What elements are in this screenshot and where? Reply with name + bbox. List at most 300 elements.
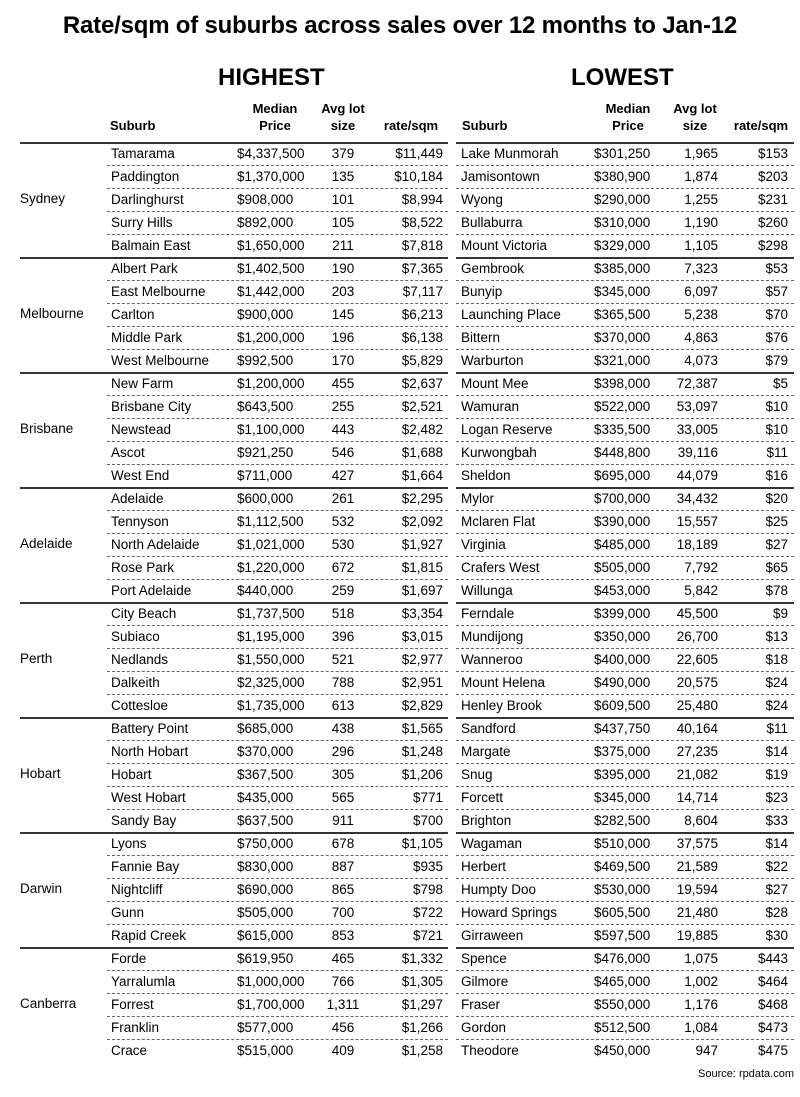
lowest-header-median-price: Median Price [605, 101, 651, 133]
highest-table-row [107, 166, 448, 189]
lowest-cell-avg-lot-size: 15,557 [676, 514, 718, 529]
lowest-section-title: LOWEST [571, 64, 674, 91]
lowest-cell-rate-sqm: $20 [765, 491, 788, 506]
lowest-cell-rate-sqm: $65 [765, 560, 788, 575]
lowest-cell-suburb: Warburton [461, 353, 524, 368]
highest-cell-avg-lot-size: 700 [331, 905, 355, 920]
lowest-table-row [456, 281, 794, 304]
highest-cell-suburb: Tennyson [111, 514, 169, 529]
highest-cell-rate-sqm: $7,117 [402, 284, 443, 299]
highest-cell-rate-sqm: $1,927 [401, 537, 443, 552]
highest-cell-rate-sqm: $1,266 [401, 1020, 443, 1035]
highest-table-row [107, 1017, 448, 1040]
highest-cell-avg-lot-size: 305 [331, 767, 355, 782]
highest-cell-avg-lot-size: 853 [331, 928, 355, 943]
lowest-cell-rate-sqm: $25 [765, 514, 788, 529]
highest-cell-median-price: $440,000 [237, 583, 294, 598]
lowest-cell-avg-lot-size: 1,874 [684, 169, 718, 184]
lowest-cell-suburb: Bullaburra [461, 215, 523, 230]
lowest-cell-suburb: Bunyip [461, 284, 503, 299]
lowest-cell-suburb: Mount Helena [461, 675, 546, 690]
lowest-cell-avg-lot-size: 18,189 [676, 537, 718, 552]
lowest-cell-rate-sqm: $231 [757, 192, 788, 207]
highest-cell-median-price: $515,000 [237, 1043, 294, 1058]
highest-section-title: HIGHEST [218, 64, 325, 91]
city-name: Perth [20, 650, 53, 666]
highest-cell-median-price: $643,500 [237, 399, 294, 414]
lowest-cell-rate-sqm: $70 [765, 307, 788, 322]
lowest-cell-median-price: $700,000 [594, 491, 651, 506]
lowest-cell-suburb: Margate [461, 744, 511, 759]
highest-cell-avg-lot-size: 196 [331, 330, 355, 345]
highest-cell-rate-sqm: $2,092 [401, 514, 443, 529]
highest-cell-avg-lot-size: 456 [331, 1020, 355, 1035]
lowest-cell-rate-sqm: $13 [765, 629, 788, 644]
highest-cell-median-price: $637,500 [237, 813, 294, 828]
highest-cell-avg-lot-size: 1,311 [326, 997, 360, 1012]
highest-cell-rate-sqm: $771 [412, 790, 443, 805]
lowest-cell-median-price: $375,000 [594, 744, 651, 759]
lowest-cell-avg-lot-size: 947 [695, 1043, 718, 1058]
lowest-table-row [456, 465, 794, 488]
highest-cell-median-price: $1,550,000 [237, 652, 305, 667]
highest-cell-rate-sqm: $1,105 [401, 836, 443, 851]
lowest-cell-rate-sqm: $475 [757, 1043, 788, 1058]
lowest-table-row [456, 971, 794, 994]
highest-table-row [107, 672, 448, 695]
lowest-cell-median-price: $321,000 [594, 353, 651, 368]
highest-cell-median-price: $1,200,000 [237, 376, 305, 391]
lowest-table-row [456, 166, 794, 189]
lowest-table-row [456, 419, 794, 442]
highest-cell-rate-sqm: $2,295 [401, 491, 443, 506]
lowest-cell-rate-sqm: $153 [757, 146, 788, 161]
lowest-table-row [456, 511, 794, 534]
lowest-table-row [456, 189, 794, 212]
highest-cell-median-price: $505,000 [237, 905, 294, 920]
highest-cell-avg-lot-size: 438 [331, 721, 355, 736]
lowest-table-row [456, 833, 794, 856]
highest-table-row [107, 304, 448, 327]
highest-cell-suburb: Surry Hills [111, 215, 173, 230]
highest-cell-avg-lot-size: 259 [331, 583, 355, 598]
lowest-cell-rate-sqm: $11 [766, 721, 788, 736]
lowest-cell-suburb: Wagaman [461, 836, 523, 851]
highest-cell-suburb: Port Adelaide [111, 583, 192, 598]
highest-cell-suburb: Lyons [111, 836, 147, 851]
lowest-table-row [456, 1040, 794, 1063]
lowest-cell-rate-sqm: $23 [765, 790, 788, 805]
highest-cell-avg-lot-size: 203 [331, 284, 355, 299]
highest-cell-rate-sqm: $1,815 [401, 560, 443, 575]
highest-cell-avg-lot-size: 443 [331, 422, 355, 437]
lowest-cell-avg-lot-size: 25,480 [676, 698, 718, 713]
highest-table-row [107, 396, 448, 419]
highest-cell-suburb: Hobart [111, 767, 152, 782]
highest-cell-suburb: Gunn [111, 905, 145, 920]
lowest-cell-median-price: $550,000 [594, 997, 651, 1012]
highest-table-row [107, 925, 448, 948]
lowest-cell-median-price: $290,000 [594, 192, 651, 207]
lowest-cell-suburb: Mclaren Flat [461, 514, 536, 529]
lowest-cell-suburb: Launching Place [461, 307, 561, 322]
highest-table-row [107, 603, 448, 626]
lowest-table-row [456, 373, 794, 396]
city-name: Adelaide [20, 535, 73, 551]
lowest-cell-median-price: $695,000 [594, 468, 651, 483]
highest-cell-median-price: $750,000 [237, 836, 294, 851]
highest-cell-median-price: $690,000 [237, 882, 294, 897]
highest-cell-avg-lot-size: 532 [331, 514, 355, 529]
highest-cell-avg-lot-size: 409 [331, 1043, 355, 1058]
lowest-table-row [456, 350, 794, 373]
lowest-table-row [456, 258, 794, 281]
lowest-table-row [456, 442, 794, 465]
highest-cell-avg-lot-size: 530 [331, 537, 355, 552]
highest-cell-avg-lot-size: 261 [331, 491, 355, 506]
highest-table-row [107, 741, 448, 764]
lowest-cell-median-price: $605,500 [594, 905, 651, 920]
lowest-cell-avg-lot-size: 1,255 [684, 192, 718, 207]
lowest-cell-suburb: Theodore [461, 1043, 519, 1058]
lowest-cell-suburb: Gembrook [461, 261, 525, 276]
lowest-cell-avg-lot-size: 4,073 [684, 353, 718, 368]
lowest-cell-median-price: $490,000 [594, 675, 651, 690]
lowest-cell-suburb: Gordon [461, 1020, 507, 1035]
highest-cell-suburb: Albert Park [111, 261, 178, 276]
lowest-cell-median-price: $609,500 [594, 698, 651, 713]
highest-cell-rate-sqm: $1,305 [401, 974, 443, 989]
highest-cell-suburb: Paddington [111, 169, 180, 184]
lowest-cell-rate-sqm: $298 [757, 238, 788, 253]
lowest-cell-median-price: $390,000 [594, 514, 651, 529]
highest-cell-suburb: Rose Park [111, 560, 175, 575]
lowest-cell-rate-sqm: $30 [765, 928, 788, 943]
lowest-cell-median-price: $310,000 [594, 215, 651, 230]
lowest-cell-suburb: Willunga [461, 583, 513, 598]
city-name: Canberra [20, 995, 77, 1011]
lowest-cell-avg-lot-size: 8,604 [684, 813, 718, 828]
lowest-cell-rate-sqm: $76 [765, 330, 788, 345]
lowest-cell-median-price: $530,000 [594, 882, 651, 897]
highest-cell-median-price: $1,220,000 [237, 560, 305, 575]
lowest-cell-avg-lot-size: 1,002 [684, 974, 718, 989]
highest-cell-suburb: West Melbourne [111, 353, 210, 368]
lowest-table-row [456, 396, 794, 419]
highest-cell-avg-lot-size: 211 [332, 238, 354, 253]
highest-table-row [107, 281, 448, 304]
lowest-cell-median-price: $329,000 [594, 238, 651, 253]
highest-cell-suburb: Tamarama [111, 146, 175, 161]
highest-table-row [107, 465, 448, 488]
highest-cell-avg-lot-size: 135 [331, 169, 355, 184]
highest-cell-avg-lot-size: 865 [331, 882, 355, 897]
highest-cell-suburb: City Beach [111, 606, 177, 621]
highest-table-row [107, 350, 448, 373]
highest-cell-avg-lot-size: 105 [331, 215, 355, 230]
lowest-cell-avg-lot-size: 1,075 [684, 951, 718, 966]
highest-cell-suburb: Forrest [111, 997, 154, 1012]
highest-cell-rate-sqm: $6,138 [401, 330, 443, 345]
lowest-cell-rate-sqm: $11 [766, 445, 788, 460]
page-title: Rate/sqm of suburbs across sales over 12 months to Jan-12 [62, 12, 738, 39]
source-note: Source: rpdata.com [698, 1068, 794, 1080]
highest-cell-suburb: Sandy Bay [111, 813, 177, 828]
highest-cell-median-price: $830,000 [237, 859, 294, 874]
highest-cell-suburb: Cottesloe [111, 698, 169, 713]
highest-cell-suburb: West Hobart [111, 790, 186, 805]
highest-cell-avg-lot-size: 613 [331, 698, 355, 713]
highest-cell-rate-sqm: $721 [412, 928, 443, 943]
lowest-cell-avg-lot-size: 7,323 [684, 261, 718, 276]
lowest-cell-avg-lot-size: 19,885 [676, 928, 718, 943]
lowest-cell-suburb: Humpty Doo [461, 882, 537, 897]
highest-cell-median-price: $685,000 [237, 721, 294, 736]
lowest-cell-suburb: Kurwongbah [461, 445, 537, 460]
highest-cell-suburb: Battery Point [111, 721, 189, 736]
lowest-cell-avg-lot-size: 5,238 [684, 307, 718, 322]
highest-cell-rate-sqm: $6,213 [401, 307, 443, 322]
highest-table-row [107, 971, 448, 994]
lowest-cell-median-price: $282,500 [594, 813, 651, 828]
highest-table-row [107, 143, 448, 166]
highest-header-rate: rate/sqm [383, 118, 439, 133]
lowest-table-row [456, 994, 794, 1017]
lowest-table-row [456, 626, 794, 649]
highest-table-row [107, 856, 448, 879]
highest-cell-avg-lot-size: 190 [331, 261, 355, 276]
lowest-cell-rate-sqm: $33 [765, 813, 788, 828]
highest-table-row [107, 649, 448, 672]
highest-table-row [107, 879, 448, 902]
highest-cell-suburb: Nedlands [111, 652, 169, 667]
highest-cell-avg-lot-size: 170 [331, 353, 355, 368]
lowest-cell-median-price: $395,000 [594, 767, 651, 782]
lowest-table-row [456, 764, 794, 787]
highest-table-row [107, 764, 448, 787]
highest-cell-avg-lot-size: 678 [331, 836, 355, 851]
highest-cell-avg-lot-size: 296 [331, 744, 355, 759]
highest-cell-avg-lot-size: 565 [331, 790, 355, 805]
highest-cell-rate-sqm: $8,522 [401, 215, 443, 230]
highest-table-row [107, 580, 448, 603]
lowest-cell-median-price: $597,500 [594, 928, 651, 943]
highest-cell-median-price: $1,021,000 [237, 537, 305, 552]
lowest-cell-suburb: Wanneroo [461, 652, 523, 667]
highest-table-row [107, 442, 448, 465]
city-name: Brisbane [20, 420, 74, 436]
lowest-cell-suburb: Wamuran [461, 399, 520, 414]
lowest-cell-avg-lot-size: 19,594 [676, 882, 718, 897]
lowest-cell-median-price: $365,500 [594, 307, 651, 322]
highest-cell-avg-lot-size: 455 [331, 376, 355, 391]
lowest-cell-median-price: $476,000 [594, 951, 651, 966]
lowest-cell-median-price: $345,000 [594, 284, 651, 299]
highest-table-row [107, 189, 448, 212]
highest-table-row [107, 948, 448, 971]
highest-cell-median-price: $370,000 [237, 744, 294, 759]
highest-cell-suburb: Rapid Creek [111, 928, 187, 943]
lowest-cell-avg-lot-size: 53,097 [676, 399, 718, 414]
lowest-cell-avg-lot-size: 40,164 [676, 721, 718, 736]
highest-cell-median-price: $1,442,000 [237, 284, 305, 299]
lowest-table-row [456, 143, 794, 166]
highest-cell-avg-lot-size: 887 [331, 859, 355, 874]
highest-cell-avg-lot-size: 911 [332, 813, 354, 828]
lowest-cell-avg-lot-size: 20,575 [676, 675, 718, 690]
lowest-cell-avg-lot-size: 33,005 [676, 422, 718, 437]
lowest-cell-rate-sqm: $19 [765, 767, 788, 782]
lowest-table-row [456, 672, 794, 695]
highest-cell-suburb: New Farm [111, 376, 174, 391]
lowest-cell-suburb: Sheldon [461, 468, 511, 483]
highest-cell-rate-sqm: $11,449 [395, 146, 443, 161]
lowest-cell-suburb: Howard Springs [461, 905, 558, 920]
lowest-cell-rate-sqm: $9 [772, 606, 788, 621]
highest-table-row [107, 327, 448, 350]
highest-cell-median-price: $435,000 [237, 790, 294, 805]
lowest-table-row [456, 695, 794, 718]
highest-header-suburb: Suburb [110, 118, 156, 133]
highest-cell-avg-lot-size: 546 [331, 445, 355, 460]
lowest-cell-avg-lot-size: 34,432 [676, 491, 718, 506]
lowest-cell-median-price: $485,000 [594, 537, 651, 552]
lowest-table-row [456, 741, 794, 764]
lowest-table-row [456, 327, 794, 350]
lowest-cell-avg-lot-size: 14,714 [676, 790, 718, 805]
highest-cell-suburb: Brisbane City [111, 399, 192, 414]
lowest-cell-avg-lot-size: 21,480 [676, 905, 718, 920]
lowest-cell-rate-sqm: $16 [765, 468, 788, 483]
lowest-table-row [456, 925, 794, 948]
highest-cell-rate-sqm: $1,297 [401, 997, 443, 1012]
highest-cell-rate-sqm: $10,184 [394, 169, 443, 184]
highest-table-row [107, 695, 448, 718]
lowest-table-row [456, 1017, 794, 1040]
lowest-cell-rate-sqm: $10 [765, 399, 788, 414]
highest-cell-median-price: $992,500 [237, 353, 294, 368]
lowest-header-suburb: Suburb [462, 118, 508, 133]
lowest-cell-rate-sqm: $78 [765, 583, 788, 598]
lowest-cell-avg-lot-size: 44,079 [676, 468, 718, 483]
highest-cell-suburb: North Adelaide [111, 537, 200, 552]
highest-table-row [107, 626, 448, 649]
lowest-cell-rate-sqm: $27 [765, 882, 788, 897]
lowest-cell-rate-sqm: $22 [765, 859, 788, 874]
lowest-cell-rate-sqm: $18 [765, 652, 788, 667]
lowest-cell-avg-lot-size: 6,097 [684, 284, 718, 299]
highest-cell-suburb: West End [111, 468, 170, 483]
highest-cell-rate-sqm: $935 [412, 859, 443, 874]
lowest-table-row [456, 580, 794, 603]
highest-cell-rate-sqm: $2,482 [401, 422, 443, 437]
lowest-cell-median-price: $512,500 [594, 1020, 651, 1035]
highest-cell-rate-sqm: $798 [412, 882, 443, 897]
lowest-cell-suburb: Forcett [461, 790, 504, 805]
lowest-table-row [456, 902, 794, 925]
highest-table-row [107, 534, 448, 557]
lowest-cell-rate-sqm: $260 [757, 215, 788, 230]
lowest-cell-avg-lot-size: 22,605 [676, 652, 718, 667]
highest-cell-rate-sqm: $1,565 [401, 721, 443, 736]
lowest-cell-median-price: $400,000 [594, 652, 651, 667]
highest-table-row [107, 488, 448, 511]
highest-cell-rate-sqm: $1,332 [401, 951, 443, 966]
highest-cell-rate-sqm: $700 [412, 813, 443, 828]
highest-table-row [107, 511, 448, 534]
lowest-table-row [456, 603, 794, 626]
lowest-table-row [456, 304, 794, 327]
highest-cell-rate-sqm: $7,365 [401, 261, 443, 276]
lowest-header-avg-lot-size: Avg lot size [673, 101, 717, 133]
highest-table-row [107, 810, 448, 833]
highest-cell-suburb: Nightcliff [111, 882, 163, 897]
lowest-cell-suburb: Sandford [461, 721, 516, 736]
highest-cell-median-price: $2,325,000 [237, 675, 305, 690]
lowest-cell-rate-sqm: $203 [757, 169, 788, 184]
highest-cell-rate-sqm: $7,818 [401, 238, 443, 253]
highest-cell-rate-sqm: $1,248 [401, 744, 443, 759]
lowest-cell-suburb: Girraween [461, 928, 524, 943]
highest-cell-avg-lot-size: 145 [331, 307, 355, 322]
highest-cell-median-price: $711,000 [237, 468, 293, 483]
highest-table-row [107, 718, 448, 741]
lowest-cell-median-price: $437,750 [594, 721, 651, 736]
lowest-cell-avg-lot-size: 1,176 [684, 997, 718, 1012]
highest-cell-rate-sqm: $1,206 [401, 767, 443, 782]
lowest-table-row [456, 212, 794, 235]
highest-cell-suburb: Carlton [111, 307, 155, 322]
lowest-cell-rate-sqm: $5 [772, 376, 788, 391]
highest-cell-median-price: $600,000 [237, 491, 294, 506]
highest-cell-suburb: Adelaide [111, 491, 164, 506]
lowest-cell-suburb: Mylor [461, 491, 494, 506]
highest-cell-avg-lot-size: 788 [331, 675, 355, 690]
highest-cell-rate-sqm: $2,829 [401, 698, 443, 713]
lowest-cell-rate-sqm: $443 [757, 951, 788, 966]
lowest-table-row [456, 948, 794, 971]
lowest-cell-suburb: Mundijong [461, 629, 524, 644]
lowest-cell-suburb: Snug [461, 767, 493, 782]
highest-cell-avg-lot-size: 672 [331, 560, 355, 575]
lowest-cell-avg-lot-size: 7,792 [684, 560, 718, 575]
lowest-cell-median-price: $505,000 [594, 560, 651, 575]
highest-cell-rate-sqm: $1,697 [401, 583, 443, 598]
highest-cell-rate-sqm: $722 [412, 905, 443, 920]
lowest-cell-avg-lot-size: 21,589 [676, 859, 718, 874]
lowest-cell-rate-sqm: $10 [765, 422, 788, 437]
lowest-table-row [456, 488, 794, 511]
lowest-cell-suburb: Virginia [461, 537, 506, 552]
highest-cell-median-price: $1,700,000 [237, 997, 305, 1012]
highest-cell-rate-sqm: $2,637 [401, 376, 443, 391]
lowest-cell-median-price: $345,000 [594, 790, 651, 805]
lowest-cell-suburb: Logan Reserve [461, 422, 553, 437]
lowest-cell-suburb: Bittern [461, 330, 501, 345]
highest-cell-avg-lot-size: 101 [331, 192, 355, 207]
highest-cell-median-price: $1,100,000 [237, 422, 305, 437]
lowest-table-row [456, 718, 794, 741]
lowest-table-row [456, 856, 794, 879]
highest-cell-rate-sqm: $1,688 [401, 445, 443, 460]
lowest-cell-median-price: $385,000 [594, 261, 651, 276]
lowest-cell-suburb: Henley Brook [461, 698, 543, 713]
highest-cell-median-price: $921,250 [237, 445, 294, 460]
lowest-cell-median-price: $350,000 [594, 629, 651, 644]
highest-cell-median-price: $908,000 [237, 192, 294, 207]
highest-table-row [107, 557, 448, 580]
highest-cell-suburb: Dalkeith [111, 675, 160, 690]
